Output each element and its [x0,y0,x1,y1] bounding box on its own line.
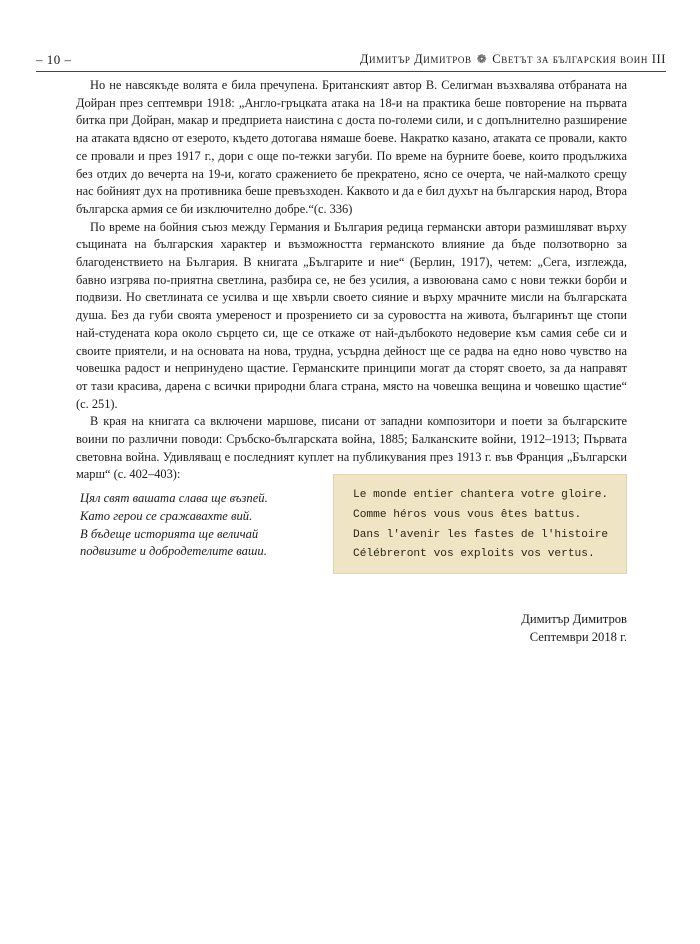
scan-line: Célébreront vos exploits vos vertus. [353,548,595,561]
ornament-icon: ❁ [476,52,488,66]
paragraph: В края на книгата са включени маршове, писани от западни композитори и поети за българските воини по различни поводи: Сръбско-българската война, 1885; Балканските войни, 1912–1913; Първата световна война. Удивляващ е последният куплет на публикувания през 1913 г. във Франция „Български марш“ (с. 402–403): [76,414,627,482]
poem-line: подвизите и добродетелите ваши. [80,544,267,559]
poem-line: Цял свят вашата слава ще възпей. [80,491,268,505]
running-title [360,52,666,67]
body-text [76,77,627,484]
page-header [36,52,666,70]
scan-line: Comme héros vous vous êtes battus. [353,508,582,521]
page-number: – 10 – [36,52,72,67]
poem-french-scan [333,474,627,574]
paragraph: Но не навсякъде волята е била пречупена. Британският автор В. Селигман възхвалява отбраната на Дойран през септември 1918: „Англо-гръцката атака на 18-и на практика беше повторение на първата битка при Дойран, макар и предприета наистина с доста по-големи сили, и с допълнително разширение на атаката вдясно от езерото, където дотогава нямаше боеве. Накратко казано, атаката се провали, както се провали и през 1917 г., дори с още по-тежки загуби. По време на бурните боеве, които продължиха без отдих до вечерта на 19-и, когато сражението бе прекратено, ясно се очерта, че най-малкото срещу нас бойният дух на противника беше превъзходен. Каквото и да е бил духът на българския народ, Втора българска армия се би изключително добре.“(с. 336) [76,78,627,216]
signature [521,611,627,646]
scan-line: Dans l'avenir les fastes de l'histoire [353,528,609,541]
running-title-author: Димитър Димитров [359,52,472,66]
scan-line: Le monde entier chantera votre gloire. [353,489,609,501]
signature-name: Димитър Димитров [521,612,627,626]
poem-bulgarian [80,490,310,561]
paragraph: По време на бойния съюз между Германия и България редица германски автори размишляват върху същината на българския характер и възможността германското влияние да бъде ползотворно за благоденствието на България. В книгата „Българите и ние“ (Берлин, 1917), четем: „Сега, изглежда, бавно изгрява по-приятна светлина, разбира се, не без усилия, а извоювана само с нови тежки борби и подвизи. Но светлината се усилва и ще хвърли своето сияние и върху мрачните мисли на българската душа. Без да губи своята умереност и прозрението си за суровостта на живота, българинът ще стопи най-студената кора около сърцето си, ще се откаже от най-дълбокото недоверие към самия себе си и своите приятели, и на основата на нова, трудна, усърдна дейност ще се радва на едно ново чувство на човешка радост и непринудено щастие. Германските принципи могат да сторят своето, за да направят от тази красива, дарена с всички природни блага страна, място на човешка вещина и човешко щастие“ (с. 251). [76,219,627,411]
poem-line: В бъдеще историята ще величай [80,526,259,541]
poem-line: Като герои се сражавахте вий. [80,508,253,523]
running-title-book: Светът за българския воин III [492,52,666,66]
signature-date: Септември 2018 г. [529,629,627,644]
header-rule [36,71,666,72]
